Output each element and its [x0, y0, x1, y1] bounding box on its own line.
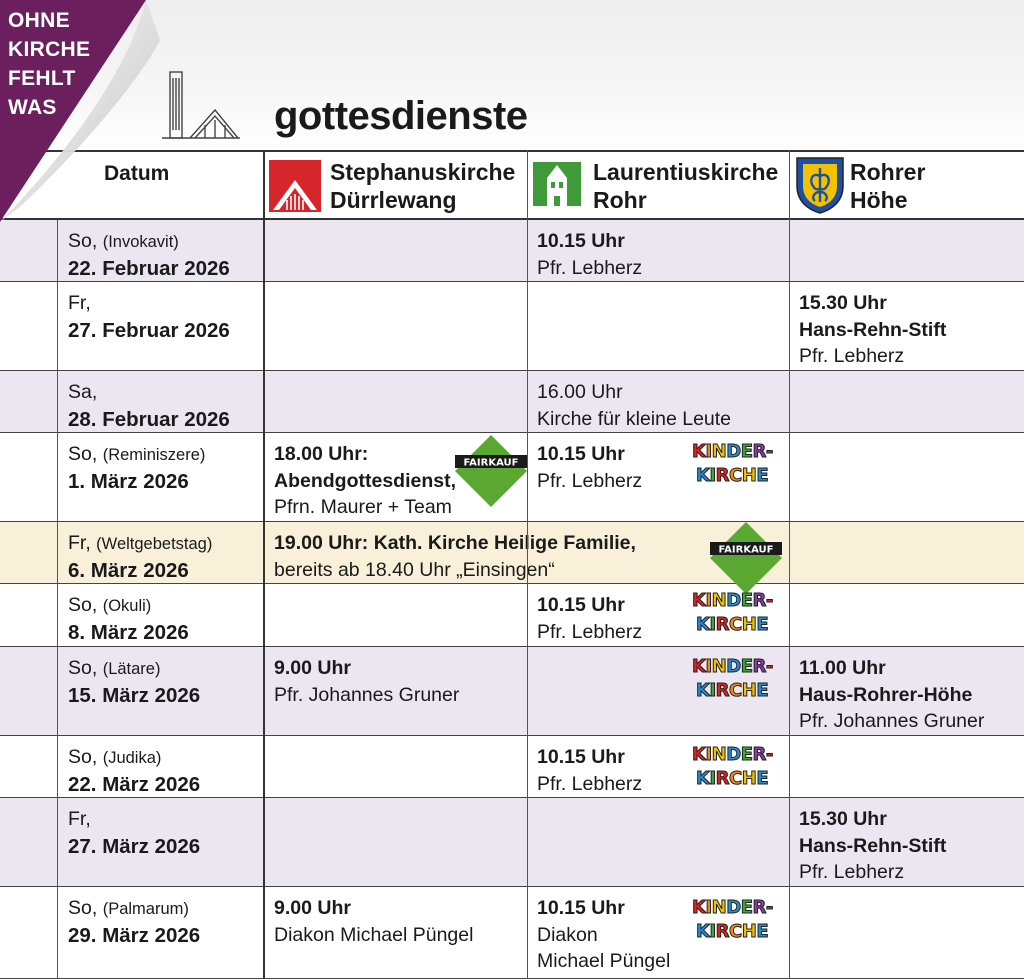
- table-row: [0, 220, 1024, 282]
- service-date: 22. März 2026: [68, 772, 201, 796]
- kinderkirche-line2: KIRCHE: [696, 680, 769, 701]
- service-date: 29. März 2026: [68, 923, 201, 947]
- rohrer-hoehe-cell: [790, 887, 1024, 978]
- corner-line: OHNE: [8, 9, 70, 32]
- date-day-line: [68, 592, 263, 620]
- laurentiuskirche-cell: [528, 282, 788, 370]
- service-date: 1. März 2026: [68, 469, 189, 493]
- cell-text: Pfr. Lebherz: [799, 861, 905, 883]
- column-divider: [57, 220, 58, 979]
- cell-text: 9.00 Uhr: [274, 657, 351, 679]
- cell-text: 10.15 Uhr: [537, 230, 625, 252]
- date-day-line: [68, 744, 263, 772]
- cell-text: 15.30 Uhr: [799, 292, 887, 314]
- date-day-line: [68, 806, 263, 834]
- table-row: [0, 887, 1024, 979]
- sunday-name: (Palmarum): [102, 900, 189, 918]
- cell-text: Hans-Rehn-Stift: [799, 834, 947, 857]
- stephanuskirche-cell: [264, 887, 526, 978]
- header-col2-line2: Rohr: [593, 187, 647, 213]
- rohrer-hoehe-cell: [790, 371, 1024, 432]
- rohrer-hoehe-cell: [790, 433, 1024, 521]
- cell-text: Pfr. Johannes Gruner: [799, 710, 985, 732]
- cell-text: Abendgottesdienst,: [274, 469, 457, 492]
- cell-text: Pfr. Lebherz: [799, 345, 905, 367]
- kinderkirche-badge: [692, 744, 782, 792]
- cell-text: 10.15 Uhr: [537, 594, 625, 616]
- cell-text: 19.00 Uhr: Kath. Kirche Heilige Familie,: [274, 532, 636, 554]
- kinderkirche-line1: KINDER-: [692, 656, 773, 677]
- column-divider: [789, 150, 790, 979]
- fairkauf-label: FAIRKAUF: [463, 457, 519, 469]
- weekday: So,: [68, 594, 98, 616]
- table-row: [0, 798, 1024, 887]
- service-date: 28. Februar 2026: [68, 407, 230, 431]
- kinderkirche-line1: KINDER-: [692, 897, 773, 918]
- kinderkirche-line1: KINDER-: [692, 441, 773, 462]
- kinderkirche-line2: KIRCHE: [696, 465, 769, 486]
- kinderkirche-badge: [692, 656, 782, 704]
- column-divider: [263, 150, 265, 979]
- stephanuskirche-cell: [264, 282, 526, 370]
- date-day-line: [68, 228, 263, 256]
- cell-text: 10.15 Uhr: [537, 443, 625, 465]
- weekday: So,: [68, 746, 98, 768]
- stephanuskirche-cell: [264, 798, 526, 886]
- fairkauf-badge: [455, 435, 527, 507]
- sunday-name: (Reminiszere): [102, 446, 206, 464]
- rohrer-hoehe-cell: [790, 220, 1024, 281]
- cell-text: Kirche für kleine Leute: [537, 407, 732, 430]
- cell-text: 9.00 Uhr: [274, 897, 351, 919]
- church-roof-icon: [269, 160, 321, 212]
- corner-line: FEHLT: [8, 67, 76, 90]
- cell-text: bereits ab 18.40 Uhr „Einsingen“: [274, 558, 555, 581]
- cell-text: 10.15 Uhr: [537, 746, 625, 768]
- table-row: [0, 522, 1024, 584]
- cell-text: Pfr. Johannes Gruner: [274, 683, 460, 706]
- header-col1-line1: Stephanuskirche: [330, 159, 516, 185]
- stephanuskirche-cell: [264, 647, 526, 735]
- cell-text: Diakon Michael Püngel: [274, 923, 474, 946]
- kinderkirche-line2: KIRCHE: [696, 768, 769, 789]
- service-date: 15. März 2026: [68, 683, 201, 707]
- service-date: 8. März 2026: [68, 620, 189, 644]
- weekday: Sa,: [68, 381, 98, 403]
- cell-text: Hans-Rehn-Stift: [799, 318, 947, 341]
- cell-text: 10.15 Uhr: [537, 897, 625, 919]
- laurentiuskirche-cell: [528, 798, 788, 886]
- header-col3-line2: Höhe: [850, 187, 908, 213]
- weekday: Fr,: [68, 292, 91, 314]
- service-date: 27. Februar 2026: [68, 318, 230, 342]
- service-date: 27. März 2026: [68, 834, 201, 858]
- header-col2-line1: Laurentiuskirche: [593, 159, 779, 185]
- rohrer-hoehe-cell: [790, 736, 1024, 797]
- date-day-line: [68, 290, 263, 318]
- sunday-name: (Okuli): [102, 597, 152, 615]
- stephanuskirche-cell: [264, 371, 526, 432]
- header-col1-line2: Dürrlewang: [330, 187, 457, 213]
- sunday-name: (Lätare): [102, 660, 161, 678]
- header-datum: Datum: [104, 162, 170, 185]
- stephanuskirche-cell: [264, 584, 526, 646]
- cell-text: Pfr. Lebherz: [537, 620, 643, 643]
- table-row: [0, 736, 1024, 798]
- kinderkirche-badge: [692, 590, 782, 638]
- cell-text: 15.30 Uhr: [799, 808, 887, 830]
- header-stephanuskirche: [264, 152, 526, 222]
- cell-text: Michael Püngel: [537, 950, 671, 972]
- date-cell: [58, 220, 263, 281]
- date-cell: [58, 371, 263, 432]
- date-cell: [58, 282, 263, 370]
- column-divider: [527, 150, 528, 979]
- date-cell: [58, 433, 263, 521]
- date-day-line: [68, 655, 263, 683]
- cell-text: 11.00 Uhr: [799, 657, 886, 679]
- church-outline-icon: [160, 70, 240, 140]
- header-rohrer-hoehe: [790, 152, 1024, 222]
- date-cell: [58, 584, 263, 646]
- date-cell: [58, 798, 263, 886]
- cell-text: Pfr. Lebherz: [537, 772, 643, 795]
- weekday: So,: [68, 897, 98, 919]
- corner-line: KIRCHE: [8, 38, 91, 61]
- date-cell: [58, 736, 263, 797]
- sunday-name: (Judika): [102, 749, 162, 767]
- stephanuskirche-cell: [264, 736, 526, 797]
- weekday: So,: [68, 443, 98, 465]
- table-row: [0, 584, 1024, 647]
- kinderkirche-badge: [692, 897, 782, 945]
- cell-text: 18.00 Uhr:: [274, 443, 369, 465]
- rohrer-hoehe-cell: [790, 584, 1024, 646]
- table-row: [0, 371, 1024, 433]
- table-row: [0, 282, 1024, 371]
- merged-service-cell: [264, 522, 1024, 583]
- rohrer-hoehe-cell: [790, 798, 1024, 886]
- table-row: [0, 647, 1024, 736]
- fairkauf-badge: [710, 522, 782, 594]
- date-cell: [58, 522, 263, 583]
- sunday-name: (Invokavit): [102, 233, 179, 251]
- kinderkirche-badge: [692, 441, 782, 489]
- date-cell: [58, 887, 263, 978]
- weekday: So,: [68, 657, 98, 679]
- sunday-name: (Weltgebetstag): [96, 535, 213, 553]
- service-date: 6. März 2026: [68, 558, 189, 582]
- kinderkirche-line1: KINDER-: [692, 744, 773, 765]
- cell-text: Pfrn. Maurer + Team: [274, 496, 452, 518]
- cell-text: 16.00 Uhr: [537, 381, 623, 403]
- date-day-line: [68, 530, 263, 558]
- weekday: Fr,: [68, 532, 91, 554]
- cell-text: Diakon: [537, 923, 598, 946]
- kinderkirche-line1: KINDER-: [692, 590, 773, 611]
- rohrer-hoehe-cell: [790, 282, 1024, 370]
- weekday: Fr,: [68, 808, 91, 830]
- corner-line: WAS: [8, 96, 57, 119]
- date-day-line: [68, 895, 263, 923]
- kinderkirche-line2: KIRCHE: [696, 921, 769, 942]
- stephanuskirche-cell: [264, 220, 526, 281]
- service-date: 22. Februar 2026: [68, 256, 230, 280]
- fairkauf-label: FAIRKAUF: [718, 544, 774, 556]
- header-col3-line1: Rohrer: [850, 159, 926, 185]
- cell-text: Pfr. Lebherz: [537, 256, 643, 279]
- laurentiuskirche-cell: [528, 220, 788, 281]
- kinderkirche-line2: KIRCHE: [696, 614, 769, 635]
- weekday: So,: [68, 230, 98, 252]
- page-title: gottesdienste: [274, 94, 528, 138]
- header-laurentiuskirche: [528, 152, 788, 222]
- rohrer-hoehe-cell: [790, 647, 1024, 735]
- date-cell: [58, 647, 263, 735]
- cell-text: Pfr. Lebherz: [537, 469, 643, 492]
- cell-text: Haus-Rohrer-Höhe: [799, 683, 973, 706]
- date-day-line: [68, 379, 263, 407]
- coat-of-arms-icon: [795, 156, 845, 214]
- church-tower-icon: [533, 162, 581, 212]
- corner-banner-text: [8, 6, 90, 122]
- laurentiuskirche-cell: [528, 371, 788, 432]
- date-day-line: [68, 441, 263, 469]
